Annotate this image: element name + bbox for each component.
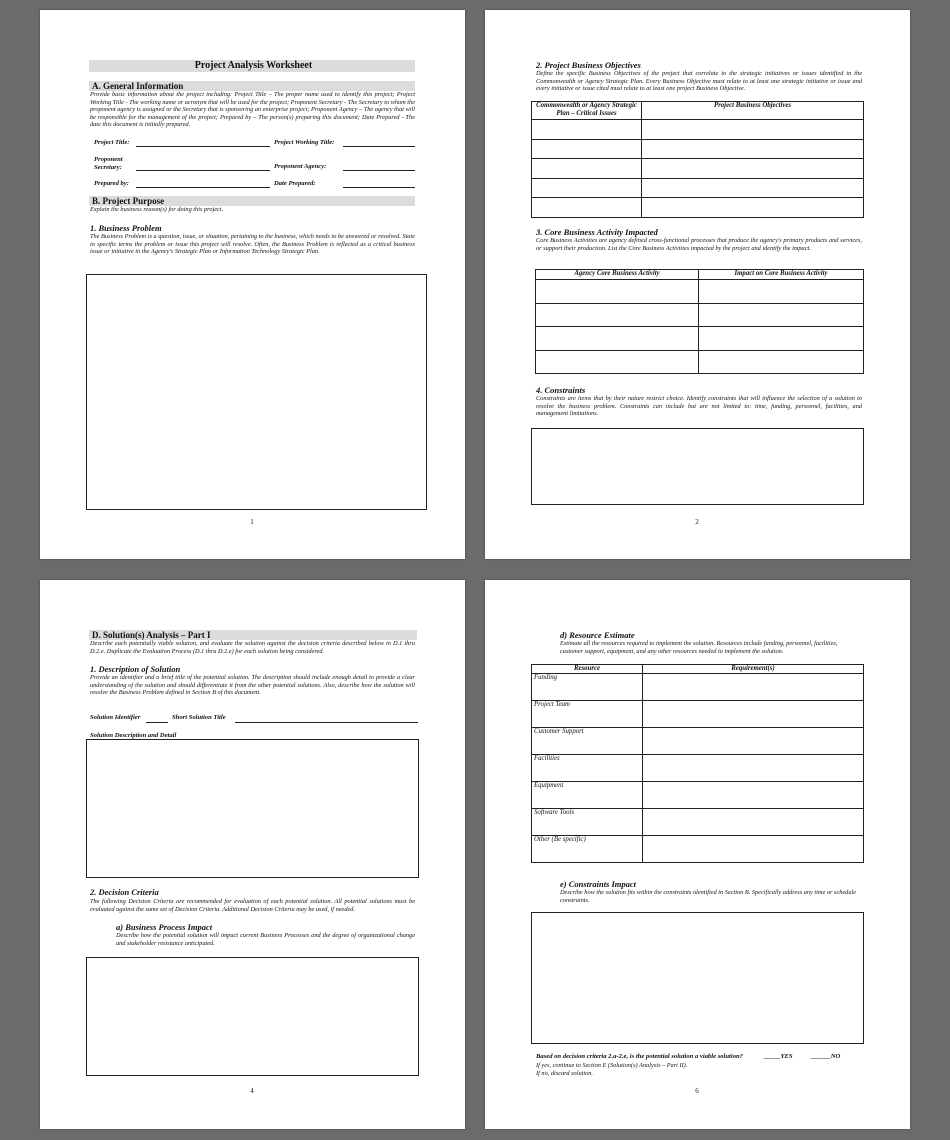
table-row[interactable] [532, 198, 864, 218]
column-header: Requirement(s) [643, 665, 864, 674]
solution-identifier-field[interactable] [146, 722, 168, 723]
resource-estimate-heading: d) Resource Estimate [560, 630, 635, 640]
proponent-agency-label: Proponent Agency: [274, 163, 327, 170]
table-row[interactable] [536, 280, 864, 304]
no-option[interactable]: ______NO [811, 1053, 841, 1060]
resource-estimate-description: Estimate all the resources required to implement the solution. Resources include funding, personnel, facilities, customer support, equipment, and any other resources needed to implement the solution. [560, 640, 838, 655]
section-b-heading: B. Project Purpose [89, 196, 415, 206]
constraints-impact-heading: e) Constraints Impact [560, 879, 637, 889]
proponent-secretary-label: Proponent Secretary: [94, 156, 123, 171]
resource-cell: Other (Be specific) [532, 836, 643, 863]
section-b-description: Explain the business reason(s) for doing this project. [90, 206, 224, 213]
core-business-activity-heading: 3. Core Business Activity Impacted [536, 227, 658, 237]
project-title-field[interactable] [136, 146, 270, 147]
resource-cell: Funding [532, 674, 643, 701]
page-6 [485, 580, 910, 1129]
table-row[interactable] [532, 836, 864, 863]
project-working-title-field[interactable] [343, 146, 415, 147]
description-of-solution-text: Provide an identifier and a brief title of the potential solution. The description should include enough detail to provide a clear understanding of the solution and should differentiate it from the other potential solutions. Also, describe how the solution will resolve the Business Problem defined in Section B of this document. [90, 674, 415, 697]
short-solution-title-field[interactable] [235, 722, 418, 723]
business-process-impact-textbox[interactable] [86, 957, 419, 1076]
resource-cell: Project Team [532, 701, 643, 728]
date-prepared-field[interactable] [343, 187, 415, 188]
business-objectives-description: Define the specific Business Objectives of the project that correlate to the strategic initiatives or issues identified in the Commonwealth or Agency Strategic Plan. Every Business Objective must relate to at least one strategic initiative or issue and every initiative or issue cited must relate to at least one project Business Objective. [536, 70, 862, 93]
project-working-title-label: Project Working Title: [274, 139, 335, 146]
section-a-heading: A. General Information [89, 81, 415, 91]
solution-detail-textbox[interactable] [86, 739, 419, 878]
page-number: 2 [695, 518, 699, 526]
page-number: 1 [250, 518, 254, 526]
section-a-description: Provide basic information about the project including: Project Title – The proper name used to identify this project; Project Working Title - The working name or acronym that will be used for the project; Proponent Secretary - The Secretary to whom the proponent agency is assigned or the Secretary that is sponsoring an enterprise project; Proponent Agency – The agency that will be responsible for the management of the project; Prepared by – The person(s) preparing this document; Date Prepared - The date this document is initially prepared. [90, 91, 415, 129]
constraints-heading: 4. Constraints [536, 385, 586, 395]
solution-detail-label: Solution Description and Detail [90, 732, 177, 739]
table-row[interactable] [536, 304, 864, 327]
page-number: 6 [695, 1087, 699, 1095]
table-row[interactable] [532, 179, 864, 198]
table-row[interactable] [532, 140, 864, 159]
business-objectives-table [531, 101, 864, 218]
prepared-by-field[interactable] [136, 187, 270, 188]
date-prepared-label: Date Prepared: [274, 180, 316, 187]
business-objectives-heading: 2. Project Business Objectives [536, 60, 641, 70]
resource-cell: Software Tools [532, 809, 643, 836]
resource-estimate-table [531, 664, 864, 863]
short-solution-title-label: Short Solution Title [172, 714, 226, 721]
business-problem-heading: 1. Business Problem [90, 223, 162, 233]
constraints-description: Constraints are items that by their nature restrict choice. Identify constraints that will influence the selection of a solution to resolve the business problem. Constraints can include but are not limited to: time, funding, personnel, facilities, and management limitations. [536, 395, 862, 418]
section-d-description: Describe each potentially viable solution, and evaluate the solution against the decision criteria described below in D.1 thru D.2.e. Duplicate the Evaluation Process (D.1 thru D.2.e) for each solution being considered. [90, 640, 415, 655]
table-row[interactable] [536, 351, 864, 374]
solution-identifier-label: Solution Identifier [90, 714, 141, 721]
constraints-textbox[interactable] [531, 428, 864, 505]
page-2 [485, 10, 910, 559]
table-row[interactable] [532, 755, 864, 782]
description-of-solution-heading: 1. Description of Solution [90, 664, 181, 674]
constraints-impact-textbox[interactable] [531, 912, 864, 1044]
if-no-instruction: If no, discard solution. [536, 1070, 593, 1077]
table-row[interactable] [532, 120, 864, 140]
business-problem-textbox[interactable] [86, 274, 427, 510]
resource-cell: Facilities [532, 755, 643, 782]
column-header: Resource [532, 665, 643, 674]
decision-criteria-heading: 2. Decision Criteria [90, 887, 159, 897]
yes-option[interactable]: _____YES [764, 1053, 793, 1060]
column-header: Impact on Core Business Activity [699, 270, 864, 280]
project-title-label: Project Title: [94, 139, 130, 146]
table-row[interactable] [536, 327, 864, 351]
decision-criteria-description: The following Decision Criteria are recommended for evaluation of each potential solution. All potential solutions must be evaluated against the same set of Decision Criteria. Additional Decision Criteria may be used, if needed. [90, 898, 415, 913]
table-row[interactable] [532, 674, 864, 701]
proponent-agency-field[interactable] [343, 170, 415, 171]
business-process-impact-heading: a) Business Process Impact [116, 922, 213, 932]
column-header: Commonwealth or Agency Strategic Plan – Critical Issues [532, 102, 642, 120]
constraints-impact-description: Describe how the solution fits within the constraints identified in Section B. Specifically address any time or schedule constraints. [560, 889, 857, 904]
section-d-heading: D. Solution(s) Analysis – Part I [89, 630, 417, 640]
page-number: 4 [250, 1087, 254, 1095]
business-process-impact-description: Describe how the potential solution will impact current Business Processes and the degree of organizational change and stakeholder resistance anticipated. [116, 932, 415, 947]
table-row[interactable] [532, 728, 864, 755]
page-4 [40, 580, 465, 1129]
page-1 [40, 10, 465, 559]
core-business-activity-table [535, 269, 864, 374]
core-business-activity-description: Core Business Activities are agency defined cross-functional processes that produce the agency's primary products and services, or support their production. List the Core Business Activities impacted by the project and identify the impact. [536, 237, 862, 252]
worksheet-title: Project Analysis Worksheet [89, 60, 415, 72]
proponent-secretary-field[interactable] [136, 170, 270, 171]
table-row[interactable] [532, 159, 864, 179]
table-row[interactable] [532, 809, 864, 836]
column-header: Project Business Objectives [642, 102, 864, 120]
resource-cell: Equipment [532, 782, 643, 809]
business-problem-description: The Business Problem is a question, issue, or situation, pertaining to the business, which needs to be answered or resolved. State in specific terms the problem or issue this project will resolve. Often, the Business Problem is reflected as a critical business issue or initiative in the Agency's Strategic Plan or Information Technology Strategic Plan. [90, 233, 415, 256]
column-header: Agency Core Business Activity [536, 270, 699, 280]
prepared-by-label: Prepared by: [94, 180, 129, 187]
resource-cell: Customer Support [532, 728, 643, 755]
table-row[interactable] [532, 701, 864, 728]
table-row[interactable] [532, 782, 864, 809]
viability-question: Based on decision criteria 2.a-2.e, is the potential solution a viable solution? [536, 1053, 743, 1060]
if-yes-instruction: If yes, continue to Section E (Solution(s) Analysis – Part II). [536, 1062, 688, 1069]
